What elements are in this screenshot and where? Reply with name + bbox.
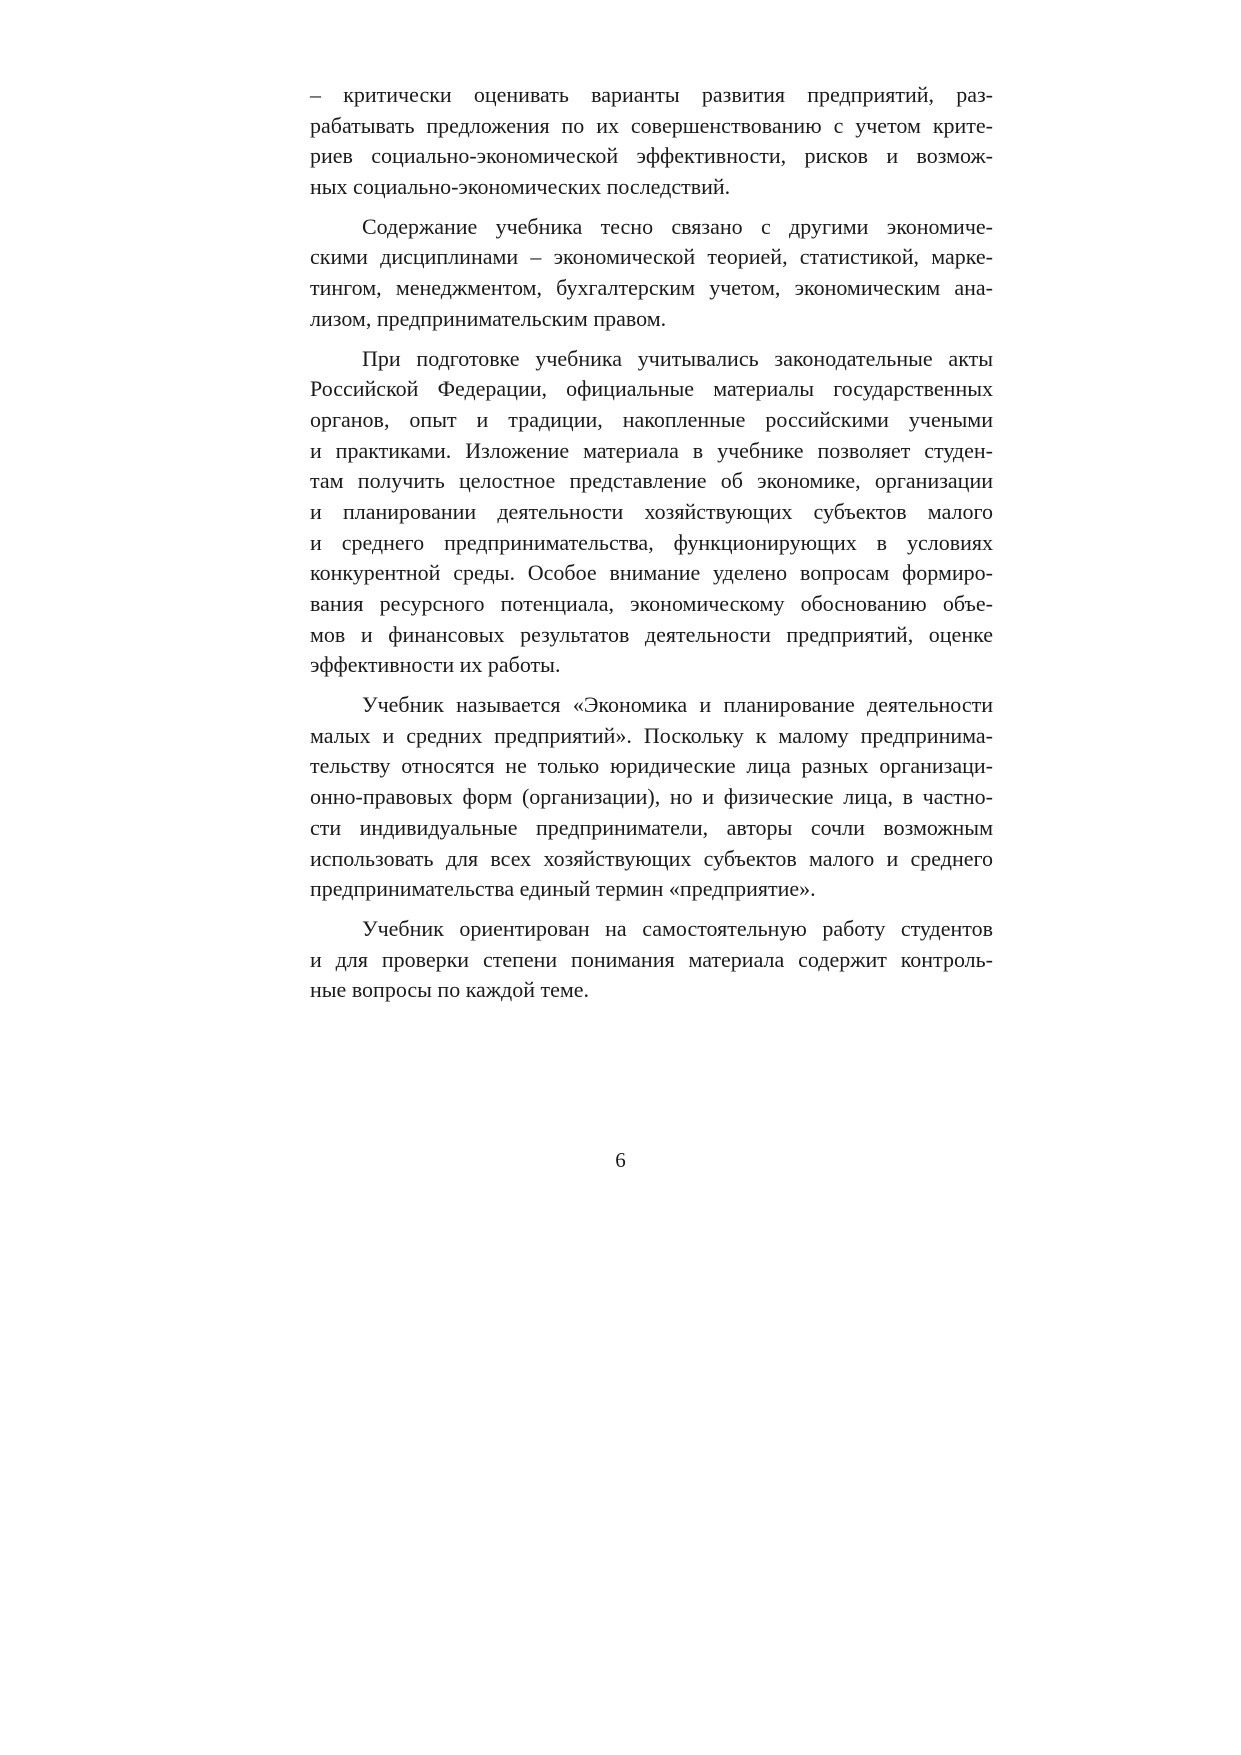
paragraph — [310, 344, 993, 682]
text-line: и планировании деятельности хозяйствующих субъектов малого — [310, 498, 993, 524]
text-line: Содержание учебника тесно связано с другими экономиче- — [362, 213, 993, 239]
text-line: эффективности их работы. — [310, 652, 561, 678]
paragraph-gap — [310, 203, 993, 212]
text-line: риев социально-экономической эффективности, рисков и возмож- — [310, 143, 993, 169]
text-line: и практиками. Изложение материала в учебнике позволяет студен- — [310, 437, 993, 463]
text-line: конкурентной среды. Особое внимание уделено вопросам формиро- — [310, 560, 993, 586]
text-line: тельству относятся не только юридические лица разных организаци- — [310, 753, 993, 779]
text-line: – критически оценивать варианты развития предприятий, раз- — [310, 82, 993, 107]
text-line: рабатывать предложения по их совершенствованию с учетом крите- — [310, 112, 993, 138]
text-line: вания ресурсного потенциала, экономическому обоснованию объе- — [310, 591, 993, 616]
body-text — [310, 80, 993, 1006]
text-line: мов и финансовых результатов деятельности предприятий, оценке — [310, 621, 993, 647]
paragraph — [310, 212, 993, 335]
text-line: предпринимательства единый термин «предприятие». — [310, 876, 816, 902]
text-line: и среднего предпринимательства, функционирующих в условиях — [310, 529, 993, 555]
text-line: При подготовке учебника учитывались законодательные акты — [362, 345, 993, 371]
text-line: Учебник называется «Экономика и планирование деятельности — [362, 692, 993, 718]
paragraph — [310, 914, 993, 1006]
text-line: и для проверки степени понимания материала содержит контроль- — [310, 946, 993, 972]
text-line: сти индивидуальные предприниматели, авторы сочли возможным — [310, 814, 993, 840]
text-line: онно-правовых форм (организации), но и физические лица, в частно- — [310, 784, 993, 810]
text-line: Российской Федерации, официальные материалы государственных — [310, 376, 993, 402]
paragraph — [310, 80, 993, 203]
text-line: лизом, предпринимательским правом. — [310, 305, 667, 331]
paragraph-gap — [310, 335, 993, 344]
text-line: Учебник ориентирован на самостоятельную работу студентов — [362, 915, 993, 941]
text-line: органов, опыт и традиции, накопленные российскими учеными — [310, 406, 993, 432]
paragraph-gap — [310, 681, 993, 690]
paragraph-gap — [310, 905, 993, 914]
text-line: ных социально-экономических последствий. — [310, 174, 731, 200]
text-line: ные вопросы по каждой теме. — [310, 977, 590, 1003]
text-line: использовать для всех хозяйствующих субъектов малого и среднего — [310, 845, 993, 871]
text-line: малых и средних предприятий». Поскольку к малому предпринима- — [310, 722, 993, 748]
text-line: скими дисциплинами – экономической теорией, статистикой, марке- — [310, 244, 993, 270]
page-number: 6 — [615, 1148, 626, 1172]
paragraph — [310, 690, 993, 905]
text-line: тингом, менеджментом, бухгалтерским учетом, экономическим ана- — [310, 275, 993, 301]
text-line: там получить целостное представление об экономике, организации — [310, 468, 993, 494]
